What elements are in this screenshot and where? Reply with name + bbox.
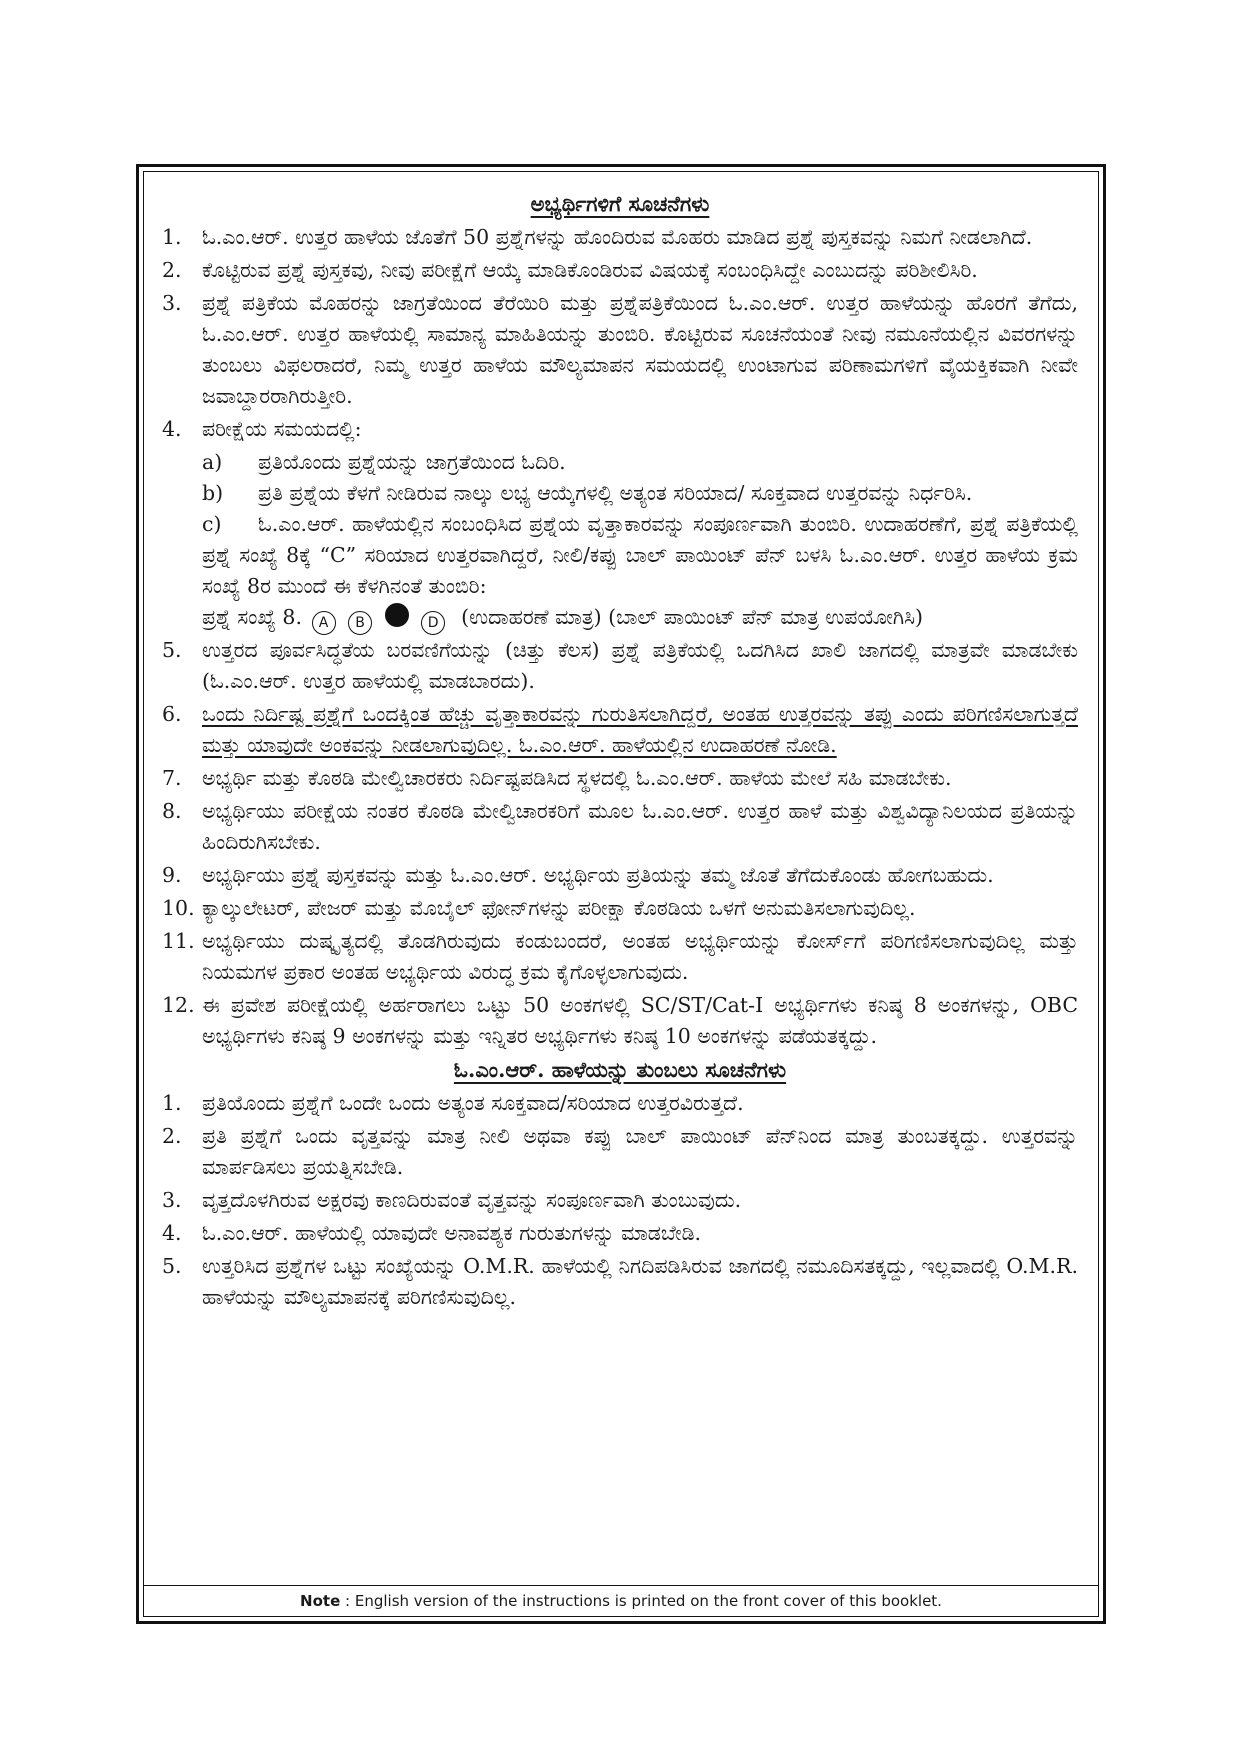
sub-item-b: b) ಪ್ರತಿ ಪ್ರಶ್ನೆಯ ಕೆಳಗೆ ನೀಡಿರುವ ನಾಲ್ಕು ಲಭ್ಯ ಆಯ್ಕೆಗಳಲ್ಲಿ ಅತ್ಯಂತ ಸರಿಯಾದ/ ಸೂಕ್ತವಾದ ಉತ್ತರವನ್ನು ನಿರ್ಧರಿಸಿ. xyxy=(202,481,973,505)
instruction-frame xyxy=(136,164,1106,1624)
list-item: 8. ಅಭ್ಯರ್ಥಿಯು ಪರೀಕ್ಷೆಯ ನಂತರ ಕೊಠಡಿ ಮೇಲ್ವಿಚಾರಕರಿಗೆ ಮೂಲ ಓ.ಎಂ.ಆರ್. ಉತ್ತರ ಹಾಳೆ ಮತ್ತು ವಿಶ್ವವಿದ್ಯಾನಿಲಯದ ಪ್ರತಿಯನ್ನು ಹಿಂದಿರುಗಿಸಬೇಕು. xyxy=(162,799,1078,854)
instructions-heading: ಅಭ್ಯರ್ಥಿಗಳಿಗೆ ಸೂಚನೆಗಳು xyxy=(530,191,710,216)
instruction-inner-border xyxy=(143,171,1099,1617)
bubble-b-icon: B xyxy=(348,611,372,635)
sub-item-a: a) ಪ್ರತಿಯೊಂದು ಪ್ರಶ್ನೆಯನ್ನು ಜಾಗ್ರತೆಯಿಂದ ಓದಿರಿ. xyxy=(202,450,566,474)
list-item: 10. ಕ್ಯಾಲ್ಕುಲೇಟರ್, ಪೇಜರ್ ಮತ್ತು ಮೊಬೈಲ್ ಫೋನ್‌ಗಳನ್ನು ಪರೀಕ್ಷಾ ಕೊಠಡಿಯ ಒಳಗೆ ಅನುಮತಿಸಲಾಗುವುದಿಲ್ಲ. xyxy=(162,896,916,920)
omr-list-item: 1. ಪ್ರತಿಯೊಂದು ಪ್ರಶ್ನೆಗೆ ಒಂದೇ ಒಂದು ಅತ್ಯಂತ ಸೂಕ್ತವಾದ/ಸರಿಯಾದ ಉತ್ತರವಿರುತ್ತದೆ. xyxy=(162,1091,744,1115)
omr-list-item: 5. ಉತ್ತರಿಸಿದ ಪ್ರಶ್ನೆಗಳ ಒಟ್ಟು ಸಂಖ್ಯೆಯನ್ನು O.M.R. ಹಾಳೆಯಲ್ಲಿ ನಿಗದಿಪಡಿಸಿರುವ ಜಾಗದಲ್ಲಿ ನಮೂದಿಸತಕ್ಕದ್ದು, ಇಲ್ಲವಾದಲ್ಲಿ O.M.R. ಹಾಳೆಯನ್ನು ಮೌಲ್ಯಮಾಪನಕ್ಕೆ ಪರಿಗಣಿಸುವುದಿಲ್ಲ. xyxy=(162,1254,1078,1309)
bubble-a-icon: A xyxy=(312,611,336,635)
bubble-example xyxy=(202,602,1078,635)
list-item: 9. ಅಭ್ಯರ್ಥಿಯು ಪ್ರಶ್ನೆ ಪುಸ್ತಕವನ್ನು ಮತ್ತು ಓ.ಎಂ.ಆರ್. ಅಭ್ಯರ್ಥಿಯ ಪ್ರತಿಯನ್ನು ತಮ್ಮ ಜೊತೆ ತೆಗೆದುಕೊಂಡು ಹೋಗಬಹುದು. xyxy=(162,863,994,887)
omr-list-item: 2. ಪ್ರತಿ ಪ್ರಶ್ನೆಗೆ ಒಂದು ವೃತ್ತವನ್ನು ಮಾತ್ರ ನೀಲಿ ಅಥವಾ ಕಪ್ಪು ಬಾಲ್ ಪಾಯಿಂಟ್ ಪೆನ್‌ನಿಂದ ಮಾತ್ರ ತುಂಬತಕ್ಕದ್ದು. ಉತ್ತರವನ್ನು ಮಾರ್ಪಡಿಸಲು ಪ್ರಯತ್ನಿಸಬೇಡಿ. xyxy=(162,1124,1078,1179)
list-item: 5. ಉತ್ತರದ ಪೂರ್ವಸಿದ್ಧತೆಯ ಬರವಣಿಗೆಯನ್ನು (ಚಿತ್ತು ಕೆಲಸ) ಪ್ರಶ್ನೆ ಪತ್ರಿಕೆಯಲ್ಲಿ ಒದಗಿಸಿದ ಖಾಲಿ ಜಾಗದಲ್ಲಿ ಮಾತ್ರವೇ ಮಾಡಬೇಕು (ಓ.ಎಂ.ಆರ್. ಉತ್ತರ ಹಾಳೆಯಲ್ಲಿ ಮಾಡಬಾರದು). xyxy=(162,638,1078,693)
list-item: 2. ಕೊಟ್ಟಿರುವ ಪ್ರಶ್ನೆ ಪುಸ್ತಕವು, ನೀವು ಪರೀಕ್ಷೆಗೆ ಆಯ್ಕೆ ಮಾಡಿಕೊಂಡಿರುವ ವಿಷಯಕ್ಕೆ ಸಂಬಂಧಿಸಿದ್ದೇ ಎಂಬುದನ್ನು ಪರಿಶೀಲಿಸಿರಿ. xyxy=(162,258,978,282)
omr-list-item: 4. ಓ.ಎಂ.ಆರ್. ಹಾಳೆಯಲ್ಲಿ ಯಾವುದೇ ಅನಾವಶ್ಯಕ ಗುರುತುಗಳನ್ನು ಮಾಡಬೇಡಿ. xyxy=(162,1221,702,1245)
list-item: 4. ಪರೀಕ್ಷೆಯ ಸಮಯದಲ್ಲಿ: xyxy=(162,417,362,441)
note-footer xyxy=(144,1585,1098,1616)
list-item: 12. ಈ ಪ್ರವೇಶ ಪರೀಕ್ಷೆಯಲ್ಲಿ ಅರ್ಹರಾಗಲು ಒಟ್ಟು 50 ಅಂಕಗಳಲ್ಲಿ SC/ST/Cat-I ಅಭ್ಯರ್ಥಿಗಳು ಕನಿಷ್ಠ 8 ಅಂಕಗಳನ್ನು, OBC ಅಭ್ಯರ್ಥಿಗಳು ಕನಿಷ್ಠ 9 ಅಂಕಗಳನ್ನು ಮತ್ತು ಇನ್ನಿತರ ಅಭ್ಯರ್ಥಿಗಳು ಕನಿಷ್ಠ 10 ಅಂಕಗಳನ್ನು ಪಡೆಯತಕ್ಕದ್ದು. xyxy=(162,993,1078,1048)
instruction-content xyxy=(162,188,1078,1315)
bubble-d-icon: D xyxy=(421,611,445,635)
example-suffix: (ಉದಾಹರಣೆ ಮಾತ್ರ) (ಬಾಲ್ ಪಾಯಿಂಟ್ ಪೆನ್ ಮಾತ್ರ ಉಪಯೋಗಿಸಿ) xyxy=(461,605,923,629)
example-prefix: ಪ್ರಶ್ನೆ ಸಂಖ್ಯೆ 8. xyxy=(202,605,302,629)
list-item: 7. ಅಭ್ಯರ್ಥಿ ಮತ್ತು ಕೊಠಡಿ ಮೇಲ್ವಿಚಾರಕರು ನಿರ್ದಿಷ್ಟಪಡಿಸಿದ ಸ್ಥಳದಲ್ಲಿ ಓ.ಎಂ.ಆರ್. ಹಾಳೆಯ ಮೇಲೆ ಸಹಿ ಮಾಡಬೇಕು. xyxy=(162,766,952,790)
list-item: 11. ಅಭ್ಯರ್ಥಿಯು ದುಷ್ಕೃತ್ಯದಲ್ಲಿ ತೊಡಗಿರುವುದು ಕಂಡುಬಂದರೆ, ಅಂತಹ ಅಭ್ಯರ್ಥಿಯನ್ನು ಕೋರ್ಸ್‌ಗೆ ಪರಿಗಣಿಸಲಾಗುವುದಿಲ್ಲ ಮತ್ತು ನಿಯಮಗಳ ಪ್ರಕಾರ ಅಂತಹ ಅಭ್ಯರ್ಥಿಯ ವಿರುದ್ಧ ಕ್ರಮ ಕೈಗೊಳ್ಳಲಾಗುವುದು. xyxy=(162,929,1078,984)
note-text: : English version of the instructions is printed on the front cover of this booklet. xyxy=(345,1592,942,1610)
sub-item-c: c) ಓ.ಎಂ.ಆರ್. ಹಾಳೆಯಲ್ಲಿನ ಸಂಬಂಧಿಸಿದ ಪ್ರಶ್ನೆಯ ವೃತ್ತಾಕಾರವನ್ನು ಸಂಪೂರ್ಣವಾಗಿ ತುಂಬಿರಿ. ಉದಾಹರಣೆಗೆ, ಪ್ರಶ್ನೆ ಪತ್ರಿಕೆಯಲ್ಲಿ ಪ್ರಶ್ನೆ ಸಂಖ್ಯೆ 8ಕ್ಕೆ “C” ಸರಿಯಾದ ಉತ್ತರವಾಗಿದ್ದರೆ, ನೀಲಿ/ಕಪ್ಪು ಬಾಲ್ ಪಾಯಿಂಟ್ ಪೆನ್ ಬಳಸಿ ಓ.ಎಂ.ಆರ್. ಉತ್ತರ ಹಾಳೆಯ ಕ್ರಮ ಸಂಖ್ಯೆ 8ರ ಮುಂದೆ ಈ ಕೆಳಗಿನಂತೆ ತುಂಬಿರಿ: xyxy=(202,512,1078,598)
omr-heading: ಓ.ಎಂ.ಆರ್. ಹಾಳೆಯನ್ನು ತುಂಬಲು ಸೂಚನೆಗಳು xyxy=(453,1057,787,1082)
note-label: Note xyxy=(300,1592,341,1610)
list-item-underlined: 6. ಒಂದು ನಿರ್ದಿಷ್ಟ ಪ್ರಶ್ನೆಗೆ ಒಂದಕ್ಕಿಂತ ಹೆಚ್ಚು ವೃತ್ತಾಕಾರವನ್ನು ಗುರುತಿಸಲಾಗಿದ್ದರೆ, ಅಂತಹ ಉತ್ತರವನ್ನು ತಪ್ಪು ಎಂದು ಪರಿಗಣಿಸಲಾಗುತ್ತದೆ ಮತ್ತು ಯಾವುದೇ ಅಂಕವನ್ನು ನೀಡಲಾಗುವುದಿಲ್ಲ. ಓ.ಎಂ.ಆರ್. ಹಾಳೆಯಲ್ಲಿನ ಉದಾಹರಣೆ ನೋಡಿ. xyxy=(162,702,1078,757)
list-item: 1. ಓ.ಎಂ.ಆರ್. ಉತ್ತರ ಹಾಳೆಯ ಜೊತೆಗೆ 50 ಪ್ರಶ್ನೆಗಳನ್ನು ಹೊಂದಿರುವ ಮೊಹರು ಮಾಡಿದ ಪ್ರಶ್ನೆ ಪುಸ್ತಕವನ್ನು ನಿಮಗೆ ನೀಡಲಾಗಿದೆ. xyxy=(162,225,1033,249)
omr-list-item: 3. ವೃತ್ತದೊಳಗಿರುವ ಅಕ್ಷರವು ಕಾಣದಿರುವಂತೆ ವೃತ್ತವನ್ನು ಸಂಪೂರ್ಣವಾಗಿ ತುಂಬುವುದು. xyxy=(162,1188,742,1212)
bubble-c-filled-icon xyxy=(385,603,409,627)
list-item: 3. ಪ್ರಶ್ನೆ ಪತ್ರಿಕೆಯ ಮೊಹರನ್ನು ಜಾಗ್ರತೆಯಿಂದ ತೆರೆಯಿರಿ ಮತ್ತು ಪ್ರಶ್ನೆಪತ್ರಿಕೆಯಿಂದ ಓ.ಎಂ.ಆರ್. ಉತ್ತರ ಹಾಳೆಯನ್ನು ಹೊರಗೆ ತೆಗೆದು, ಓ.ಎಂ.ಆರ್. ಉತ್ತರ ಹಾಳೆಯಲ್ಲಿ ಸಾಮಾನ್ಯ ಮಾಹಿತಿಯನ್ನು ತುಂಬಿರಿ. ಕೊಟ್ಟಿರುವ ಸೂಚನೆಯಂತೆ ನೀವು ನಮೂನೆಯಲ್ಲಿನ ವಿವರಗಳನ್ನು ತುಂಬಲು ವಿಫಲರಾದರೆ, ನಿಮ್ಮ ಉತ್ತರ ಹಾಳೆಯ ಮೌಲ್ಯಮಾಪನ ಸಮಯದಲ್ಲಿ ಉಂಟಾಗುವ ಪರಿಣಾಮಗಳಿಗೆ ವೈಯಕ್ತಿಕವಾಗಿ ನೀವೇ ಜವಾಬ್ದಾರರಾಗಿರುತ್ತೀರಿ. xyxy=(162,291,1078,408)
